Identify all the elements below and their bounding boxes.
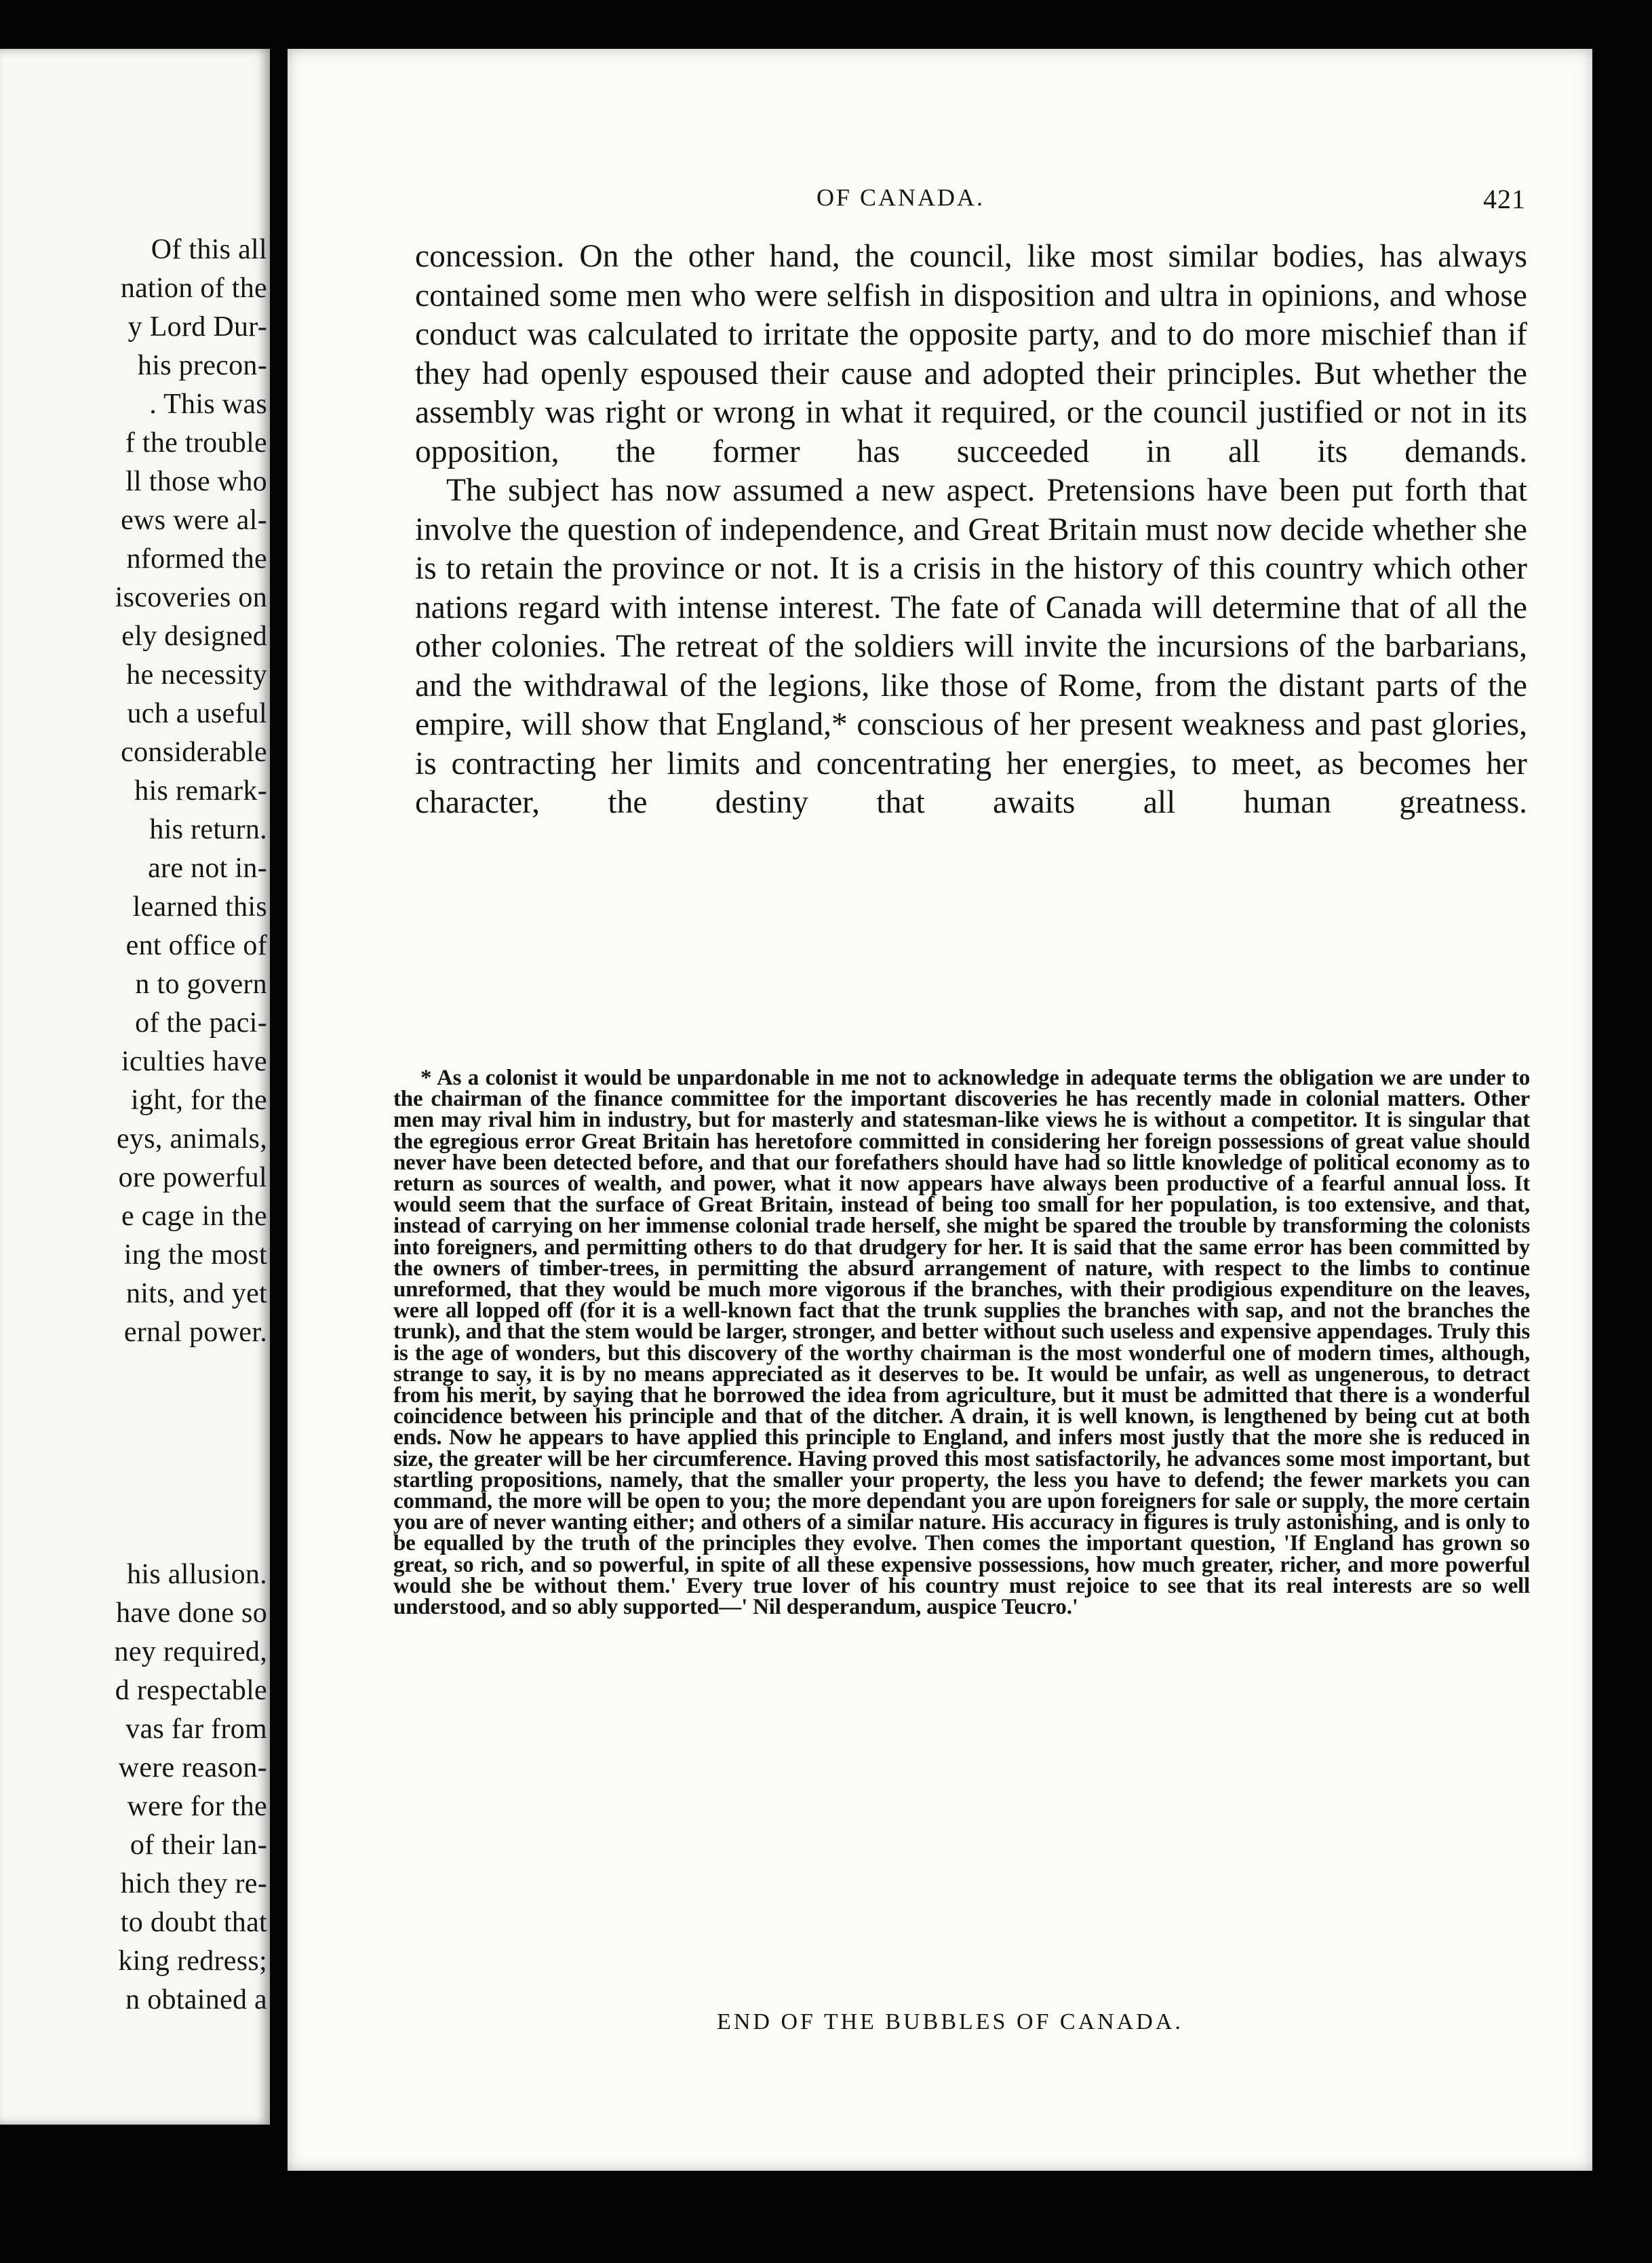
left-page-line: of the paci- xyxy=(135,1007,267,1039)
left-page-line: nation of the xyxy=(120,273,267,304)
left-page-line: ll those who xyxy=(125,466,267,497)
left-page-gap xyxy=(0,1352,270,1555)
right-page xyxy=(288,49,1592,2171)
left-page-line: ernal power. xyxy=(123,1317,267,1348)
left-page-line: n obtained a xyxy=(125,1984,267,2015)
footnote xyxy=(393,1068,1530,1618)
left-page xyxy=(0,49,270,2125)
left-page-line: his precon- xyxy=(137,350,267,381)
left-page-line: hich they re- xyxy=(120,1868,267,1899)
left-page-line: vas far from xyxy=(125,1714,267,1745)
left-page-line: y Lord Dur- xyxy=(127,311,267,343)
left-page-line: ight, for the xyxy=(130,1085,267,1116)
body-text xyxy=(415,237,1527,823)
left-page-line: have done so xyxy=(116,1598,267,1629)
left-page-line: of their lan- xyxy=(130,1830,267,1861)
end-line: END OF THE BUBBLES OF CANADA. xyxy=(717,2009,1183,2034)
page-number: 421 xyxy=(1483,184,1526,214)
left-page-line: are not in- xyxy=(148,853,267,884)
left-page-line: he necessity xyxy=(126,659,267,691)
left-page-line: n to govern xyxy=(135,969,267,1000)
left-page-line: f the trouble xyxy=(125,427,267,459)
left-page-line: were for the xyxy=(127,1791,267,1822)
left-page-line: nits, and yet xyxy=(125,1278,267,1309)
left-page-line: his return. xyxy=(149,814,267,845)
left-page-line: ore powerful xyxy=(118,1162,267,1193)
left-page-line: . This was xyxy=(149,389,267,420)
left-page-line: his remark- xyxy=(134,775,267,807)
left-page-line: Of this all xyxy=(151,234,267,265)
left-page-line: considerable xyxy=(121,737,267,768)
paragraph-1: concession. On the other hand, the council, like most similar bodies, has always contained some men who were selfish in disposition and ultra in opinions, and whose conduct was calculated to irritate the opposite party, and to do more mischief than if they had openly espoused their cause and adopted their principles. But whether the assembly was right or wrong in what it required, or the council justified or not in its opposition, the former has succeeded in all its demands. xyxy=(415,239,1527,469)
left-page-line: to doubt that xyxy=(120,1907,267,1938)
left-page-line: e cage in the xyxy=(121,1201,267,1232)
left-page-line: d respectable xyxy=(115,1675,267,1706)
left-page-line: eys, animals, xyxy=(116,1123,267,1155)
left-page-line: uch a useful xyxy=(127,698,267,729)
footnote-text: * As a colonist it would be unpardonable in me not to acknowledge in adequate terms the obligation we are under to the chairman of the finance committee for the important discoveries he has recently made in colonial matters. Other men may rival him in industry, but for masterly and statesman-like views he is without a competitor. It is singular that the egregious error Great Britain has heretofore committed in considering her foreign possessions of great value should never have been detected before, and that our forefathers should have had so little knowledge of political economy as to return as sources of wealth, and power, what it now appears have always been productive of a fearful annual loss. It would seem that the surface of Great Britain, instead of being too small for her population, is too extensive, and that, instead of carrying on her immense colonial trade herself, she might be spared the trouble by transforming the colonists into foreigners, and permitting others to do that drudgery for her. It is said that the same error has been committed by the owners of timber-trees, in permitting the absurd arrangement of nature, with respect to the limbs to continue unreformed, that they would be much more vigorous if the branches, with their prodigious expenditure on the leaves, were all lopped off (for it is a well-known fact that the trunk supplies the branches with sap, and not the branches the trunk), and that the stem would be larger, stronger, and better without such useless and expensive appendages. Truly this is the age of wonders, but this discovery of the worthy chairman is the most wonderful one of modern times, although, strange to say, it is by no means appreciated as it deserves to be. It would be unfair, as well as ungenerous, to detract from his merit, by saying that he borrowed the idea from agriculture, but it must be admitted that there is a wonderful coincidence between his principle and that of the ditcher. A drain, it is well known, is lengthened by being cut at both ends. Now he appears to have applied this principle to England, and infers most justly that the more she is reduced in size, the greater will be her circumference. Having proved this most satisfactorily, he advances some most important, but startling propositions, namely, that the smaller your property, the less you have to defend; the fewer markets you can command, the more will be open to you; the more dependant you are upon foreigners for sale or supply, the more certain you are of never wanting either; and others of a similar nature. His accuracy in figures is truly astonishing, and is only to be equalled by the truth of the principles they evolve. Then comes the important question, 'If England has grown so great, so rich, and so powerful, in spite of all these expensive possessions, how much greater, richer, and more powerful would she be without them.' Every true lover of his country must rejoice to see that its real interests are so well understood, and so ably supported—' Nil desperandum, auspice Teucro.' xyxy=(393,1066,1530,1620)
left-page-line: ely designed xyxy=(121,621,267,652)
left-page-line: nformed the xyxy=(126,543,267,575)
left-page-text xyxy=(0,231,270,2019)
left-page-line: ent office of xyxy=(125,930,267,961)
left-page-line: were reason- xyxy=(118,1752,267,1783)
left-page-line: iculties have xyxy=(121,1046,267,1077)
left-page-line: his allusion. xyxy=(127,1559,267,1590)
left-page-line: king redress; xyxy=(118,1946,267,1977)
left-page-line: ney required, xyxy=(114,1636,267,1667)
running-head xyxy=(288,183,1592,217)
left-page-line: ing the most xyxy=(123,1239,267,1271)
left-page-line: iscoveries on xyxy=(115,582,267,613)
left-page-line: ews were al- xyxy=(121,505,267,536)
running-head-title: OF CANADA. xyxy=(817,184,985,211)
paragraph-2: The subject has now assumed a new aspect. Pretensions have been put forth that involve the question of independence, and Great Britain must now decide whether she is to retain the province or not. It is a crisis in the history of this country which other nations regard with intense interest. The fate of Canada will determine that of all the other colonies. The retreat of the soldiers will invite the incursions of the barbarians, and the withdrawal of the legions, like those of Rome, from the distant parts of the empire, will show that England,* conscious of her present weakness and past glories, is contracting her limits and concentrating her energies, to meet, as becomes her character, the destiny that awaits all human greatness. xyxy=(415,473,1527,820)
left-page-line: learned this xyxy=(132,891,267,923)
